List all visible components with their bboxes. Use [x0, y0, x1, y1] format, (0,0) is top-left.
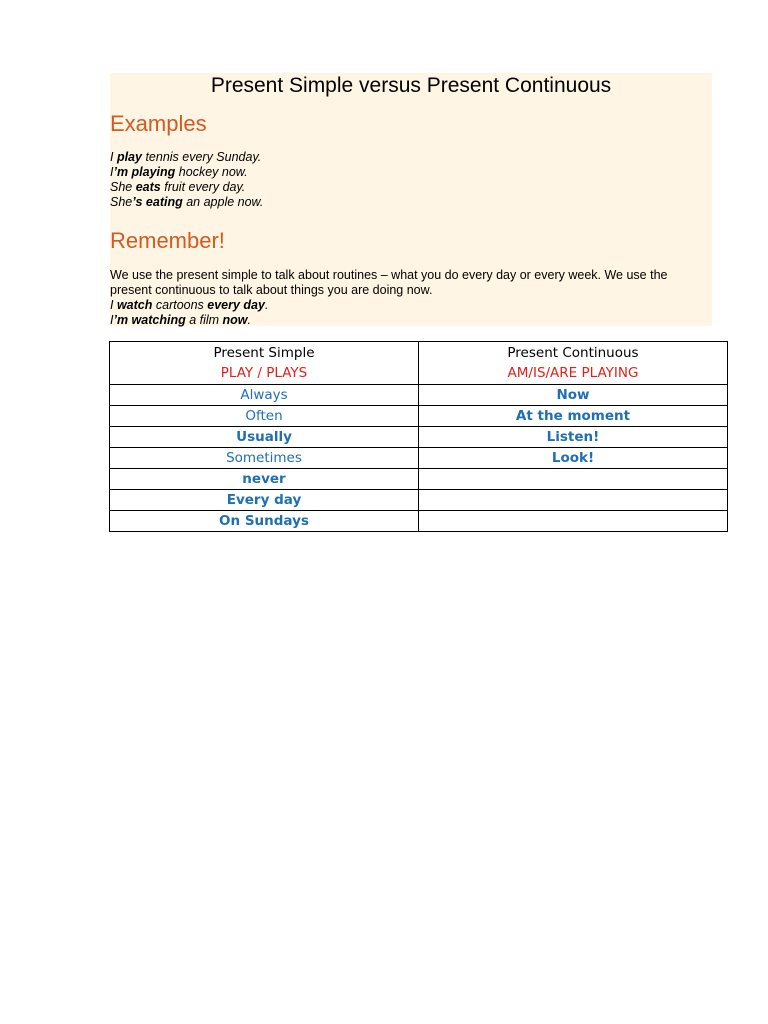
table-cell: On Sundays — [110, 511, 419, 532]
remember-paragraph: We use the present simple to talk about routines – what you do every day or every week. We use the present continuous to talk about things you are doing now. — [110, 268, 668, 297]
remember-examples-list — [110, 298, 268, 328]
table-cell: Every day — [110, 490, 419, 511]
table-cell: Always — [110, 385, 419, 406]
example-line: I’m playing hockey now. — [110, 165, 248, 179]
column-header-present-continuous — [419, 342, 728, 385]
table-cell: Now — [419, 385, 728, 406]
example-line: She eats fruit every day. — [110, 180, 246, 194]
column-title: Present Continuous — [507, 345, 639, 361]
table-cell: Look! — [419, 448, 728, 469]
column-subtitle: AM/IS/ARE PLAYING — [507, 365, 639, 381]
table-row — [110, 490, 728, 511]
column-subtitle: PLAY / PLAYS — [220, 365, 308, 381]
table-row — [110, 385, 728, 406]
table-cell: never — [110, 469, 419, 490]
remember-example-line: I watch cartoons every day. — [110, 298, 269, 312]
table-cell — [419, 469, 728, 490]
column-header-present-simple — [110, 342, 419, 385]
remember-heading: Remember! — [110, 228, 225, 253]
table-cell: Listen! — [419, 427, 728, 448]
table-cell: Usually — [110, 427, 419, 448]
table-cell: At the moment — [419, 406, 728, 427]
page-title: Present Simple versus Present Continuous — [210, 74, 612, 97]
examples-heading: Examples — [110, 111, 207, 136]
column-title: Present Simple — [213, 345, 315, 361]
table-cell: Often — [110, 406, 419, 427]
table-cell — [419, 511, 728, 532]
example-line: She’s eating an apple now. — [110, 195, 264, 209]
table-row — [110, 469, 728, 490]
table-row — [110, 406, 728, 427]
remember-example-line: I’m watching a film now. — [110, 313, 252, 327]
examples-list — [110, 150, 263, 210]
table-cell: Sometimes — [110, 448, 419, 469]
example-line: I play tennis every Sunday. — [110, 150, 262, 164]
tense-comparison-table — [109, 341, 728, 532]
table-row — [110, 427, 728, 448]
table-row — [110, 448, 728, 469]
table-row — [110, 511, 728, 532]
table-header-row — [110, 342, 728, 385]
table-cell — [419, 490, 728, 511]
